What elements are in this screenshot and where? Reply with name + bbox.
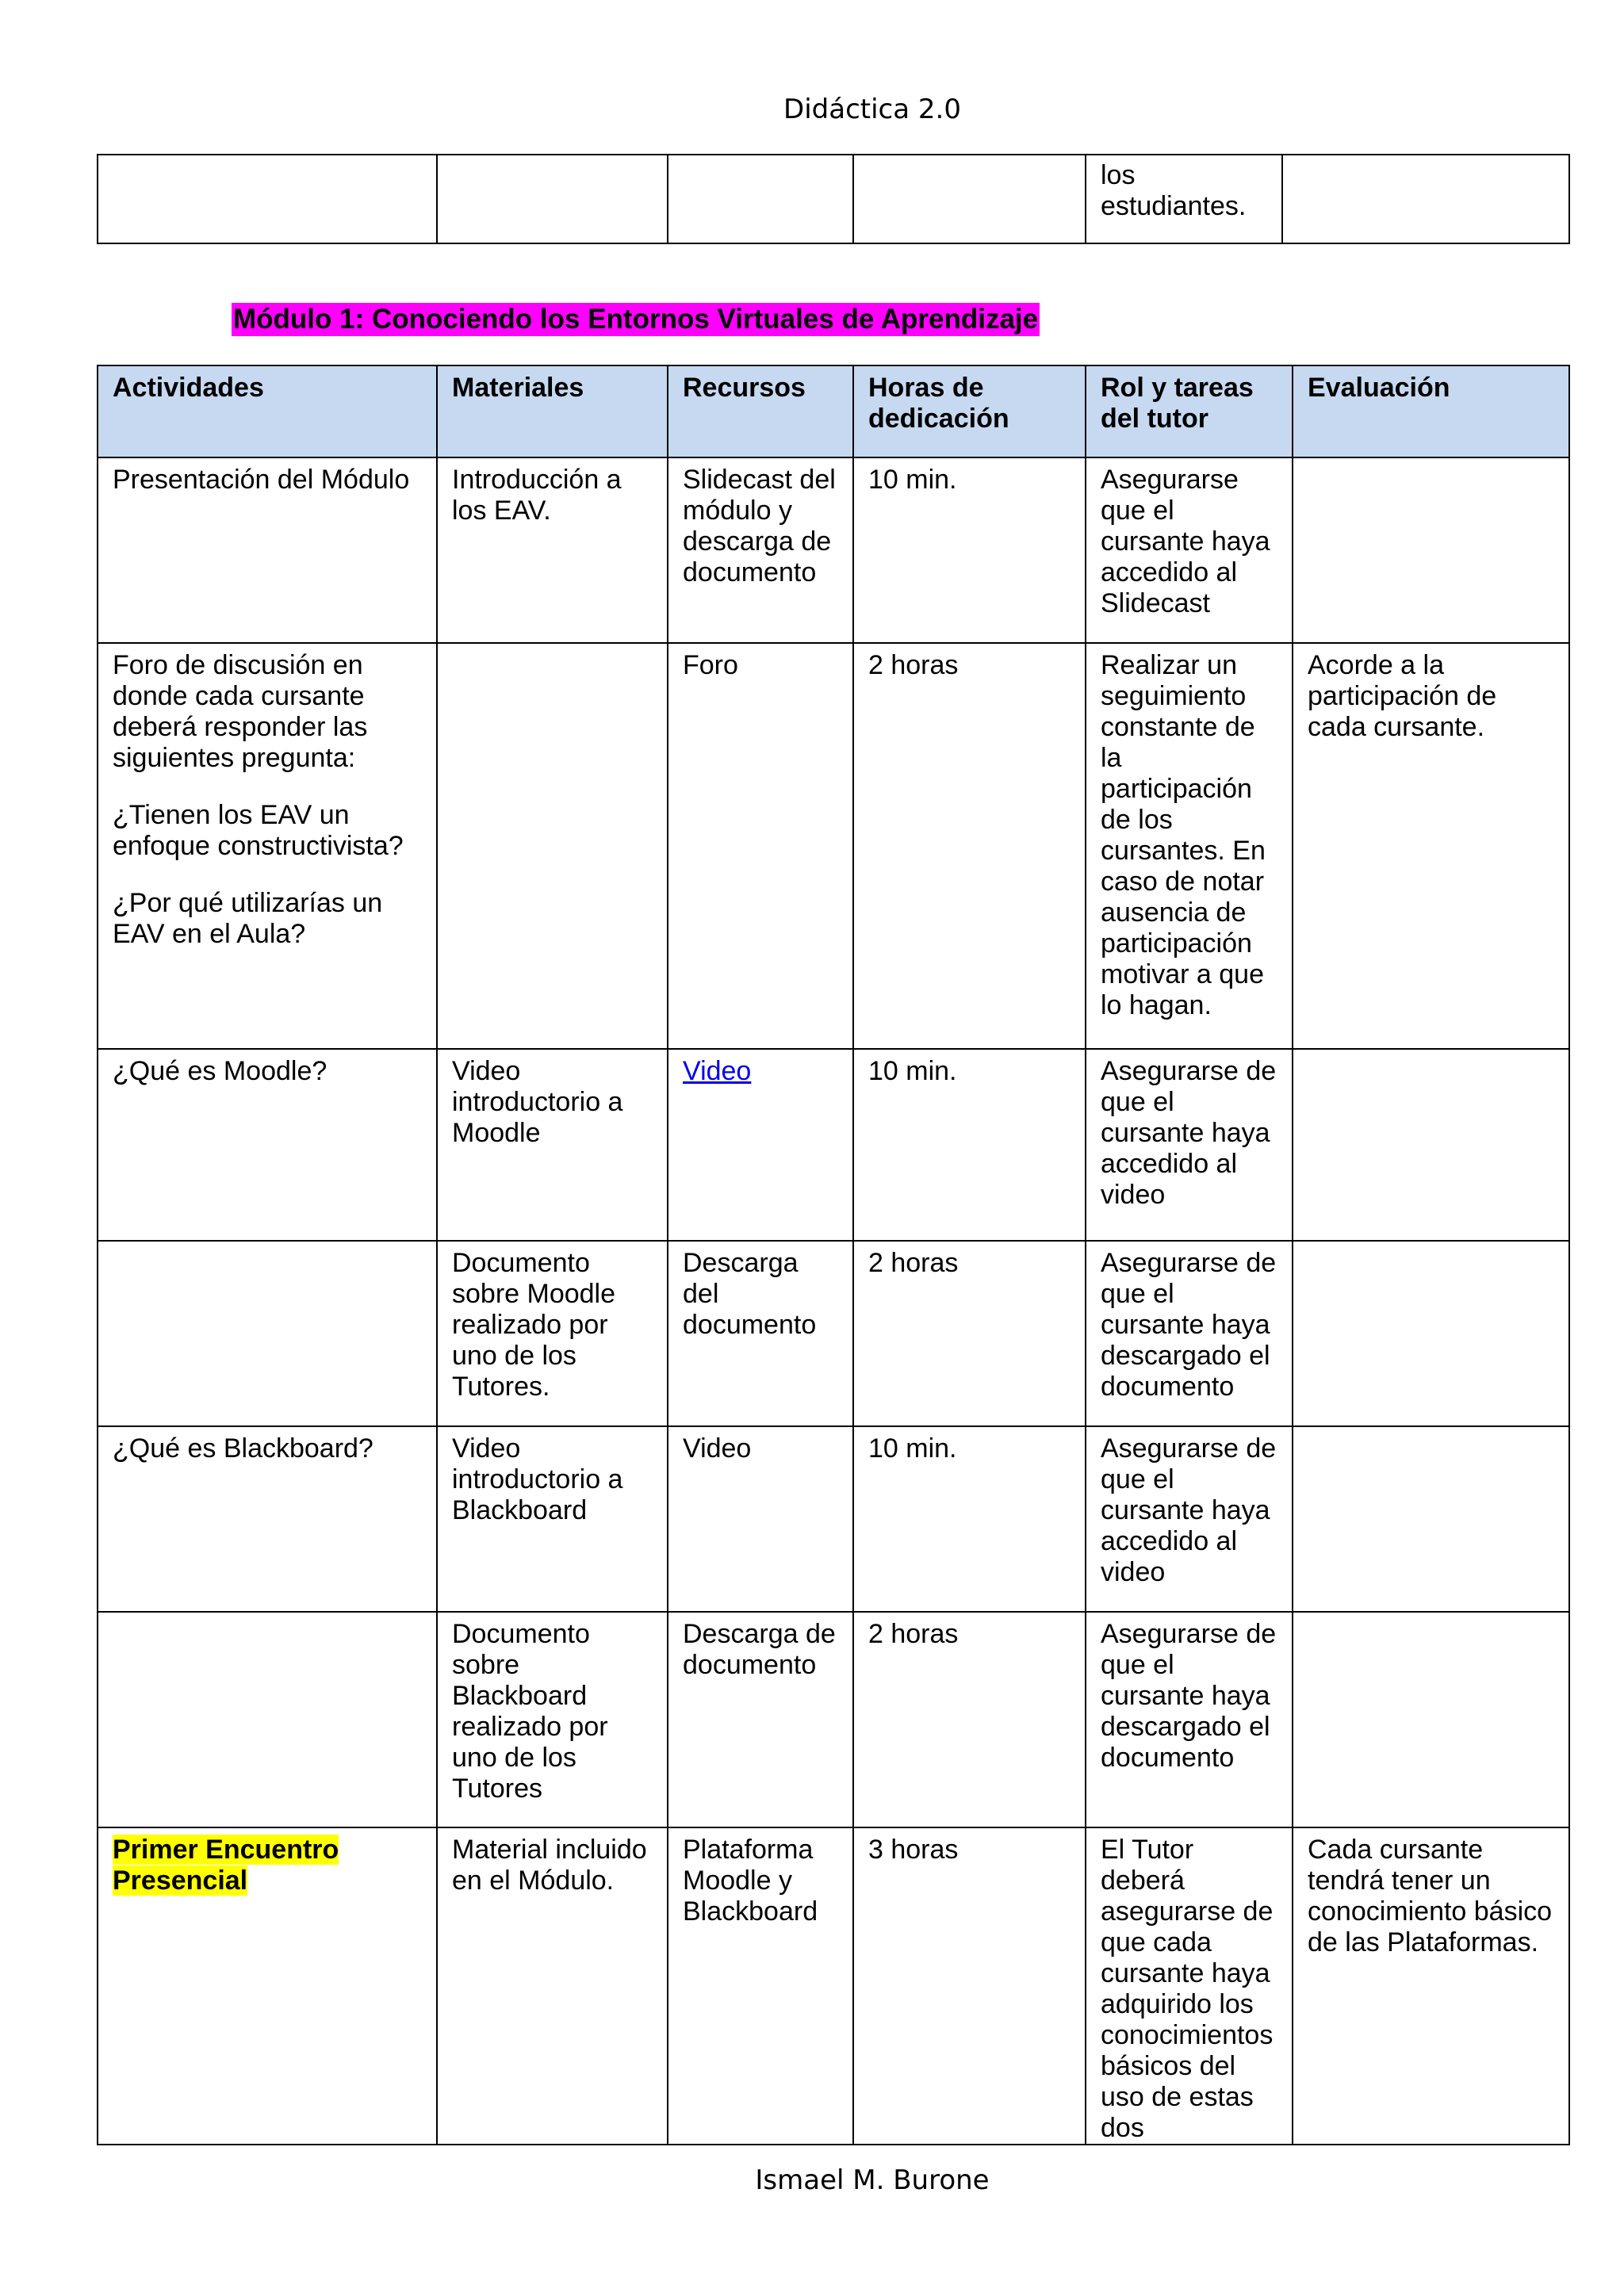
column-header-actividades: Actividades xyxy=(98,365,437,457)
module-table xyxy=(97,365,1570,2145)
cell-recursos xyxy=(668,1049,853,1241)
table-cell xyxy=(98,155,437,243)
cell-horas: 10 min. xyxy=(853,457,1086,643)
column-header-rol: Rol y tareas del tutor xyxy=(1086,365,1293,457)
cell-recursos: Slidecast del módulo y descarga de documento xyxy=(668,457,853,643)
cell-recursos: Descarga del documento xyxy=(668,1241,853,1426)
cell-rol: Asegurarse de que el cursante haya descargado el documento xyxy=(1086,1241,1293,1426)
cell-materiales: Video introductorio a Blackboard xyxy=(437,1426,668,1612)
table-row xyxy=(98,1612,1569,1827)
cell-horas: 10 min. xyxy=(853,1049,1086,1241)
table-row xyxy=(98,643,1569,1049)
cell-horas: 2 horas xyxy=(853,643,1086,1049)
cell-recursos: Video xyxy=(668,1426,853,1612)
cell-materiales xyxy=(437,643,668,1049)
cell-evaluacion: Cada cursante tendrá tener un conocimiento básico de las Plataformas. xyxy=(1293,1827,1569,2145)
highlighted-activity: Primer Encuentro Presencial xyxy=(113,1835,339,1896)
cell-actividad: Presentación del Módulo xyxy=(98,457,437,643)
cell-rol: Asegurarse que el cursante haya accedido al Slidecast xyxy=(1086,457,1293,643)
continuation-table xyxy=(97,154,1570,244)
cell-horas: 2 horas xyxy=(853,1612,1086,1827)
column-header-materiales: Materiales xyxy=(437,365,668,457)
forum-question: ¿Tienen los EAV un enfoque constructivista? xyxy=(113,800,404,861)
page-footer: Ismael M. Burone xyxy=(755,2164,990,2196)
cell-evaluacion: Acorde a la participación de cada cursante. xyxy=(1293,643,1569,1049)
table-row xyxy=(98,1241,1569,1426)
table-cell xyxy=(853,155,1086,243)
cell-actividad: ¿Qué es Blackboard? xyxy=(98,1426,437,1612)
column-header-recursos: Recursos xyxy=(668,365,853,457)
page-header: Didáctica 2.0 xyxy=(783,94,961,125)
cell-evaluacion xyxy=(1293,1426,1569,1612)
table-row xyxy=(98,457,1569,643)
table-cell xyxy=(668,155,853,243)
cell-rol: Asegurarse de que el cursante haya descargado el documento xyxy=(1086,1612,1293,1827)
table-row xyxy=(98,1049,1569,1241)
cell-rol: El Tutor deberá asegurarse de que cada cursante haya adquirido los conocimientos básicos del uso de estas dos xyxy=(1086,1827,1293,2145)
cell-materiales: Material incluido en el Módulo. xyxy=(437,1827,668,2145)
cell-materiales: Introducción a los EAV. xyxy=(437,457,668,643)
cell-actividad xyxy=(98,1827,437,2145)
cell-horas: 3 horas xyxy=(853,1827,1086,2145)
cell-materiales: Video introductorio a Moodle xyxy=(437,1049,668,1241)
cell-actividad: ¿Qué es Moodle? xyxy=(98,1049,437,1241)
forum-question: ¿Por qué utilizarías un EAV en el Aula? xyxy=(113,888,383,949)
video-link[interactable]: Video xyxy=(683,1056,752,1086)
cell-actividad xyxy=(98,1612,437,1827)
table-cell: los estudiantes. xyxy=(1086,155,1282,243)
table-row xyxy=(98,1426,1569,1612)
table-row xyxy=(98,1827,1569,2145)
column-header-horas: Horas de dedicación xyxy=(853,365,1086,457)
table-header-row xyxy=(98,365,1569,457)
table-cell xyxy=(1282,155,1569,243)
cell-actividad xyxy=(98,643,437,1049)
module-title: Módulo 1: Conociendo los Entornos Virtuales de Aprendizaje xyxy=(233,304,1039,335)
table-cell xyxy=(437,155,668,243)
cell-evaluacion xyxy=(1293,1612,1569,1827)
cell-evaluacion xyxy=(1293,457,1569,643)
cell-recursos: Foro xyxy=(668,643,853,1049)
cell-evaluacion xyxy=(1293,1049,1569,1241)
forum-intro: Foro de discusión en donde cada cursante deberá responder las siguientes pregunta: xyxy=(113,650,368,773)
cell-actividad xyxy=(98,1241,437,1426)
table-row xyxy=(98,155,1569,243)
cell-materiales: Documento sobre Moodle realizado por uno de los Tutores. xyxy=(437,1241,668,1426)
cell-recursos: Plataforma Moodle y Blackboard xyxy=(668,1827,853,2145)
column-header-evaluacion: Evaluación xyxy=(1293,365,1569,457)
cell-rol: Realizar un seguimiento constante de la participación de los cursantes. En caso de notar ausencia de participación motivar a que lo hagan. xyxy=(1086,643,1293,1049)
cell-rol: Asegurarse de que el cursante haya accedido al video xyxy=(1086,1049,1293,1241)
cell-rol: Asegurarse de que el cursante haya accedido al video xyxy=(1086,1426,1293,1612)
cell-horas: 10 min. xyxy=(853,1426,1086,1612)
cell-recursos: Descarga de documento xyxy=(668,1612,853,1827)
cell-horas: 2 horas xyxy=(853,1241,1086,1426)
cell-materiales: Documento sobre Blackboard realizado por uno de los Tutores xyxy=(437,1612,668,1827)
cell-evaluacion xyxy=(1293,1241,1569,1426)
